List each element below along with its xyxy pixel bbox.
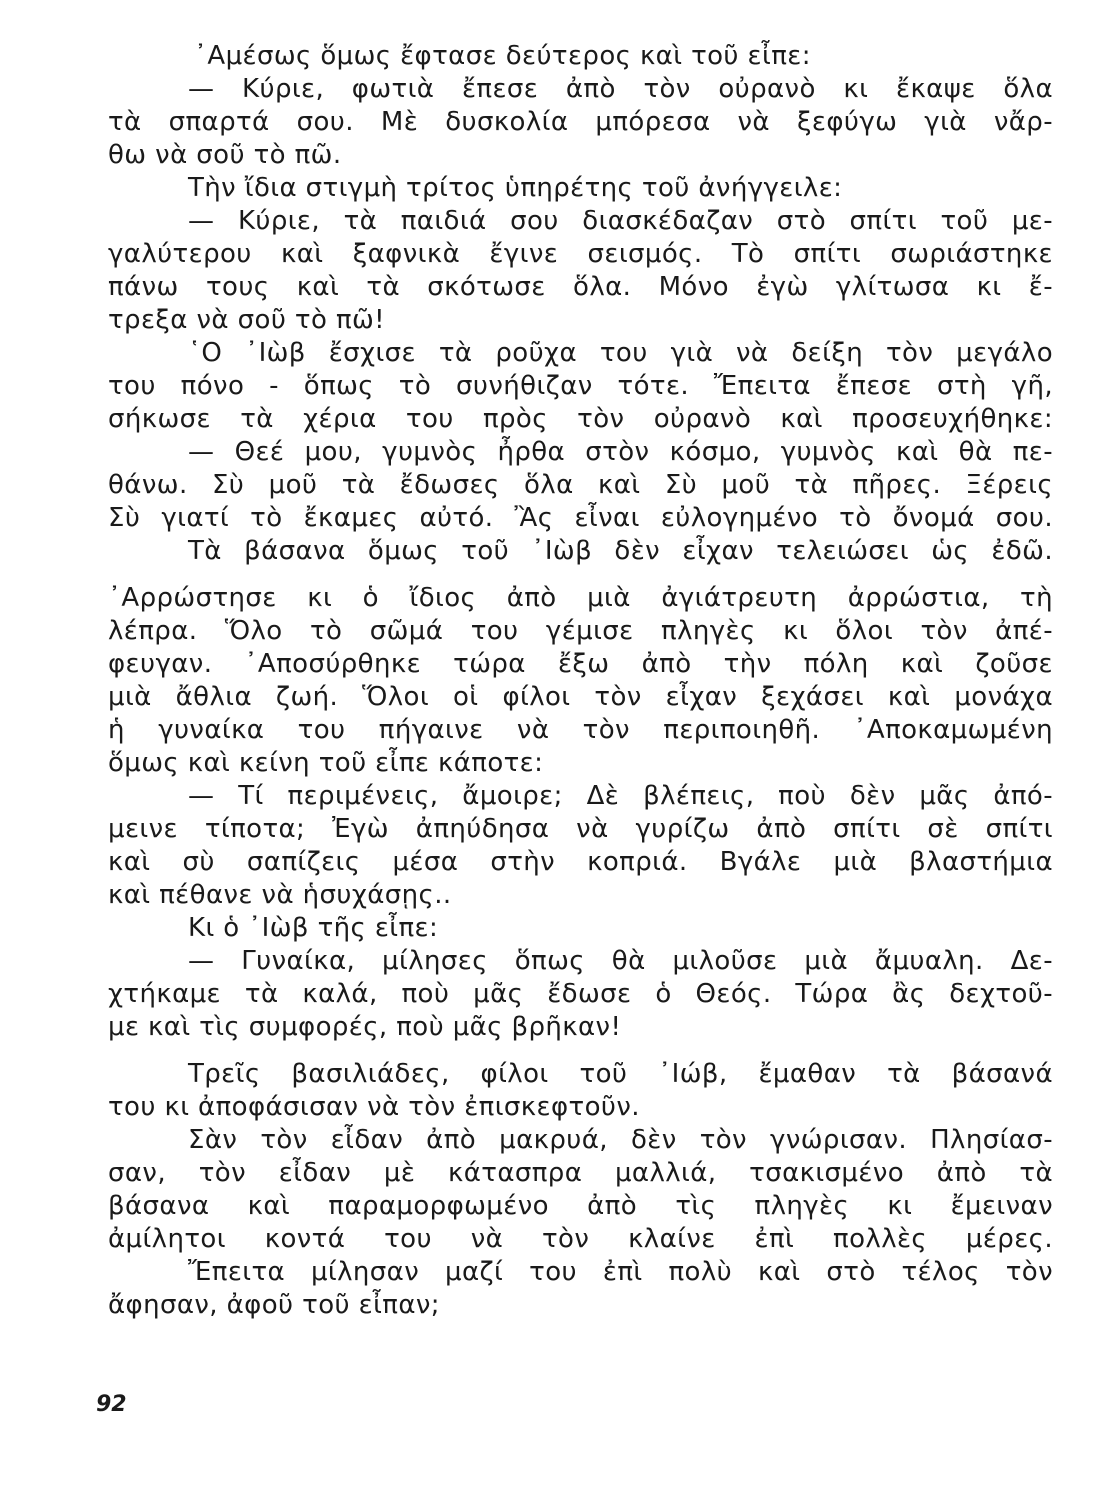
text-line: Κι ὁ ᾿Ιὼβ τῆς εἶπε: [188,913,439,943]
text-line: θάνω. Σὺ μοῦ τὰ ἔδωσες ὅλα καὶ Σὺ μοῦ τὰ πῆρες. Ξέρεις [108,470,1053,500]
text-line: τὰ σπαρτά σου. Μὲ δυσκολία μπόρεσα νὰ ξεφύγω γιὰ νἄρ- [108,107,1053,137]
text-line: — Θεέ μου, γυμνὸς ἦρθα στὸν κόσμο, γυμνὸς καὶ θὰ πε- [188,437,1053,467]
text-line: ᾿Αρρώστησε κι ὁ ἴδιος ἀπὸ μιὰ ἀγιάτρευτη ἀρρώστια, τὴ [108,583,1053,613]
text-line: λέπρα. Ὅλο τὸ σῶμά του γέμισε πληγὲς κι ὅλοι τὸν ἀπέ- [108,616,1053,646]
text-line: Ἔπειτα μίλησαν μαζί του ἐπὶ πολὺ καὶ στὸ τέλος τὸν [188,1257,1053,1287]
text-line: του κι ἀποφάσισαν νὰ τὸν ἐπισκεφτοῦν. [108,1092,640,1122]
text-line: του πόνο - ὅπως τὸ συνήθιζαν τότε. Ἔπειτα ἔπεσε στὴ γῆ, [108,371,1053,401]
text-line: ἀμίλητοι κοντά του νὰ τὸν κλαίνε ἐπὶ πολλὲς μέρες. [108,1224,1053,1254]
text-line: σαν, τὸν εἶδαν μὲ κάτασπρα μαλλιά, τσακισμένο ἀπὸ τὰ [108,1158,1053,1188]
text-line: ᾿Αμέσως ὅμως ἔφτασε δεύτερος καὶ τοῦ εἶπε: [194,41,811,71]
text-line: μεινε τίποτα; Ἐγὼ ἀπηύδησα νὰ γυρίζω ἀπὸ σπίτι σὲ σπίτι [108,814,1053,844]
text-line: βάσανα καὶ παραμορφωμένο ἀπὸ τὶς πληγὲς κι ἔμειναν [108,1191,1053,1221]
text-line: Τὰ βάσανα ὅμως τοῦ ᾿Ιὼβ δὲν εἶχαν τελειώσει ὡς ἐδῶ. [188,536,1053,566]
text-line: φευγαν. ᾿Αποσύρθηκε τώρα ἔξω ἀπὸ τὴν πόλη καὶ ζοῦσε [108,649,1053,679]
text-line: ὅμως καὶ κείνη τοῦ εἶπε κάποτε: [108,748,544,778]
text-line: — Κύριε, τὰ παιδιά σου διασκέδαζαν στὸ σπίτι τοῦ με- [188,206,1053,236]
text-line: ῾Ο ᾿Ιὼβ ἔσχισε τὰ ροῦχα του γιὰ νὰ δείξη τὸν μεγάλο [188,338,1053,368]
text-line: σήκωσε τὰ χέρια του πρὸς τὸν οὐρανὸ καὶ προσευχήθηκε: [108,404,1053,434]
text-line: ἄφησαν, ἀφοῦ τοῦ εἶπαν; [108,1290,440,1320]
text-line: πάνω τους καὶ τὰ σκότωσε ὅλα. Μόνο ἐγὼ γλίτωσα κι ἔ- [108,272,1053,302]
text-line: θω νὰ σοῦ τὸ πῶ. [108,140,342,170]
text-line: χτήκαμε τὰ καλά, ποὺ μᾶς ἔδωσε ὁ Θεός. Τώρα ἂς δεχτοῦ- [108,979,1053,1009]
text-line: — Τί περιμένεις, ἄμοιρε; Δὲ βλέπεις, ποὺ δὲν μᾶς ἀπό- [188,781,1053,811]
body-text [108,40,1053,1322]
text-line: τρεξα νὰ σοῦ τὸ πῶ! [108,305,386,335]
text-line: καὶ πέθανε νὰ ἡσυχάσῃς.. [108,880,452,910]
text-line: — Κύριε, φωτιὰ ἔπεσε ἀπὸ τὸν οὐρανὸ κι ἔκαψε ὅλα [188,74,1053,104]
text-line: με καὶ τὶς συμφορές, ποὺ μᾶς βρῆκαν! [108,1012,622,1042]
text-line: — Γυναίκα, μίλησες ὅπως θὰ μιλοῦσε μιὰ ἄμυαλη. Δε- [188,946,1053,976]
text-line: μιὰ ἄθλια ζωή. Ὅλοι οἱ φίλοι τὸν εἶχαν ξεχάσει καὶ μονάχα [108,682,1053,712]
text-line: Σὺ γιατί τὸ ἔκαμες αὐτό. Ἂς εἶναι εὐλογημένο τὸ ὄνομά σου. [108,503,1053,533]
text-line: καὶ σὺ σαπίζεις μέσα στὴν κοπριά. Βγάλε μιὰ βλαστήμια [108,847,1053,877]
text-line: Τρεῖς βασιλιάδες, φίλοι τοῦ ᾿Ιώβ, ἔμαθαν τὰ βάσανά [188,1059,1053,1089]
text-line: Τὴν ἴδια στιγμὴ τρίτος ὑπηρέτης τοῦ ἀνήγγειλε: [188,173,843,203]
text-line: γαλύτερου καὶ ξαφνικὰ ἔγινε σεισμός. Τὸ σπίτι σωριάστηκε [108,239,1053,269]
text-line: ἡ γυναίκα του πήγαινε νὰ τὸν περιποιηθῆ. ᾿Αποκαμωμένη [108,715,1053,745]
page-number: 92 [96,1392,127,1417]
text-line: Σὰν τὸν εἶδαν ἀπὸ μακρυά, δὲν τὸν γνώρισαν. Πλησίασ- [188,1125,1053,1155]
